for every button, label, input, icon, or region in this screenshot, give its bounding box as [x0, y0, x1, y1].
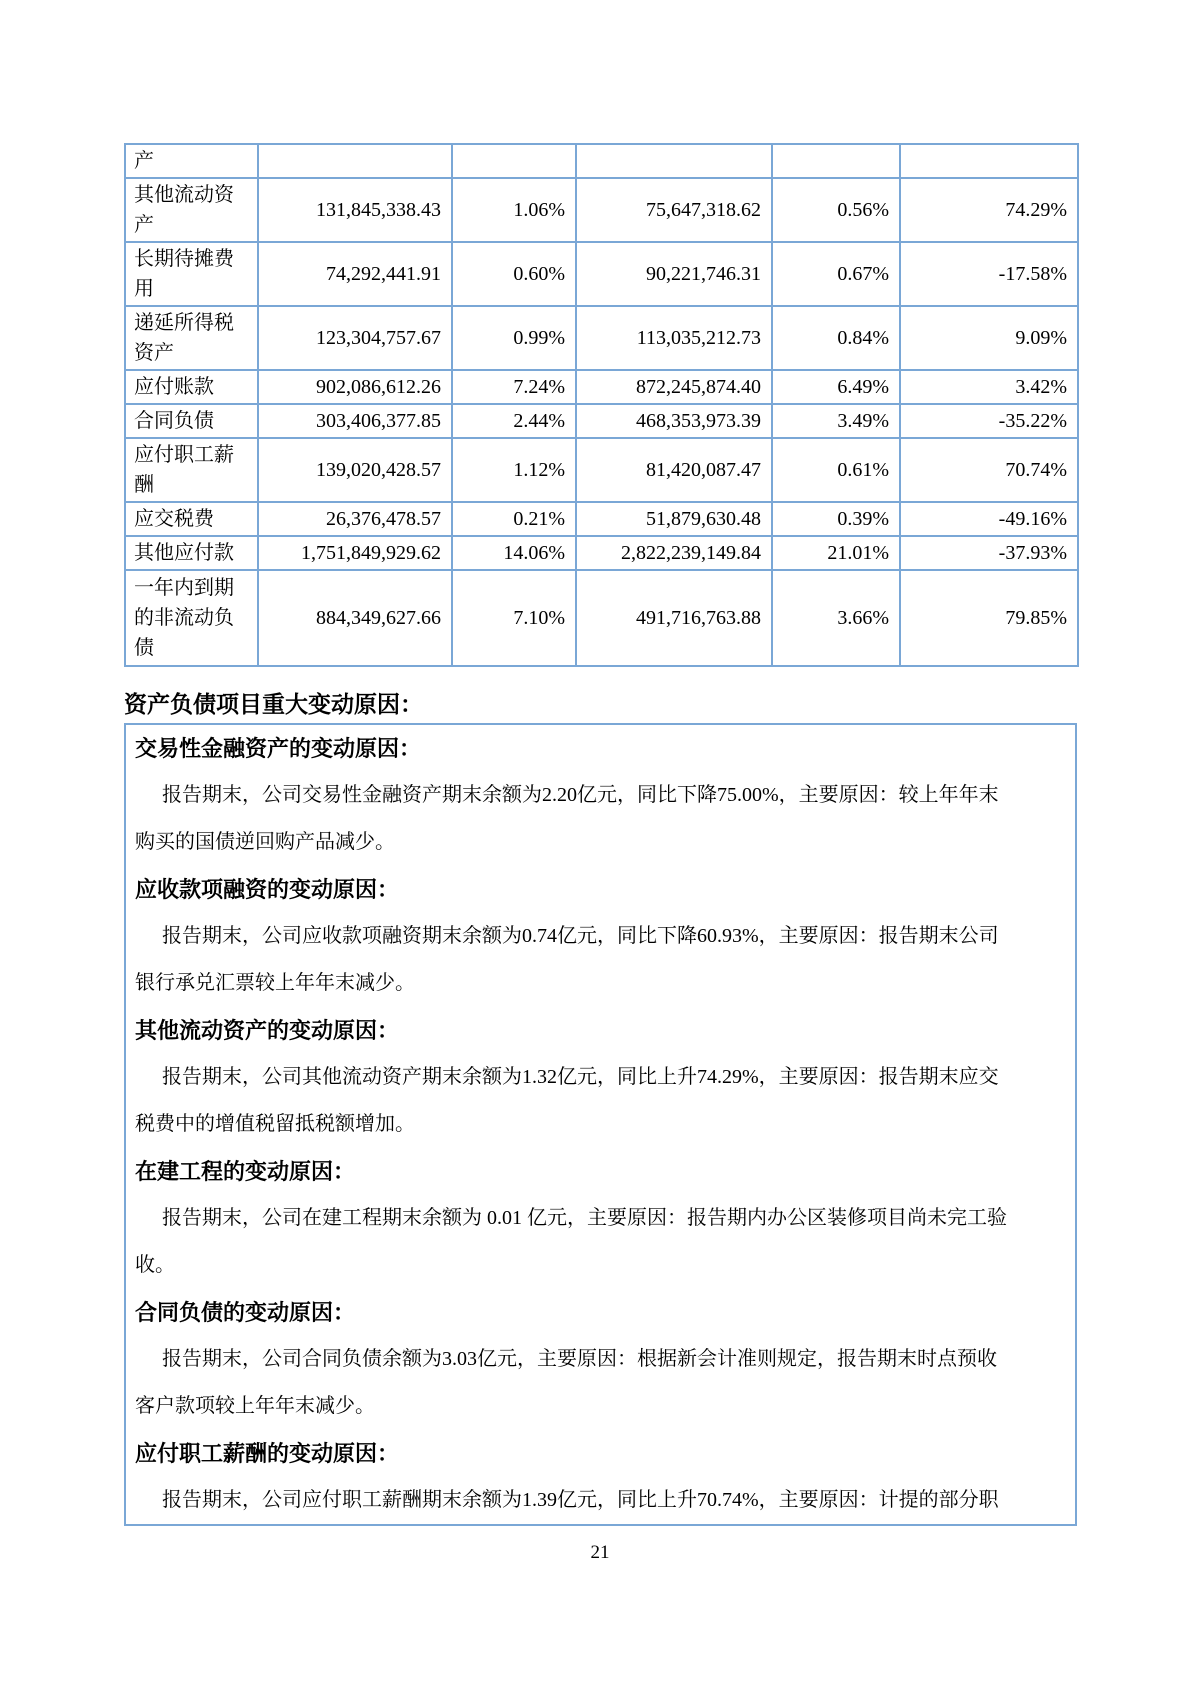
amount-prior-cell: 2,822,239,149.84 — [576, 536, 772, 570]
reason-text-line: 收。 — [135, 1254, 175, 1276]
reason-text-line: 报告期末，公司其他流动资产期末余额为1.32亿元，同比上升74.29%，主要原因：报告期末应交 — [162, 1066, 999, 1088]
pct-prior-cell: 0.61% — [772, 438, 900, 502]
amount-current-cell: 902,086,612.26 — [258, 370, 452, 404]
item-name-cell: 长期待摊费 用 — [125, 242, 258, 306]
table-row — [125, 502, 1078, 536]
item-name-cell: 应交税费 — [125, 502, 258, 536]
reason-text-line: 报告期末，公司交易性金融资产期末余额为2.20亿元，同比下降75.00%，主要原因：较上年年末 — [162, 784, 999, 806]
change-pct-cell: 70.74% — [900, 438, 1078, 502]
table-row — [125, 536, 1078, 570]
change-pct-cell: 74.29% — [900, 178, 1078, 242]
pct-prior-cell: 0.67% — [772, 242, 900, 306]
pct-prior-cell — [772, 144, 900, 178]
pct-current-cell: 14.06% — [452, 536, 576, 570]
reasons-box — [124, 723, 1077, 1526]
amount-prior-cell: 491,716,763.88 — [576, 570, 772, 666]
item-name-cell: 其他流动资 产 — [125, 178, 258, 242]
amount-current-cell: 74,292,441.91 — [258, 242, 452, 306]
reason-text-line: 报告期末，公司应付职工薪酬期末余额为1.39亿元，同比上升70.74%，主要原因：计提的部分职 — [162, 1489, 999, 1511]
amount-current-cell: 26,376,478.57 — [258, 502, 452, 536]
pct-prior-cell: 21.01% — [772, 536, 900, 570]
reason-text-line: 报告期末，公司在建工程期末余额为 0.01 亿元，主要原因：报告期内办公区装修项目尚未完工验 — [162, 1207, 1007, 1229]
amount-current-cell: 123,304,757.67 — [258, 306, 452, 370]
table-row — [125, 370, 1078, 404]
item-name-cell: 一年内到期 的非流动负 债 — [125, 570, 258, 666]
pct-current-cell: 0.21% — [452, 502, 576, 536]
pct-current-cell: 0.99% — [452, 306, 576, 370]
amount-prior-cell — [576, 144, 772, 178]
change-pct-cell: -35.22% — [900, 404, 1078, 438]
amount-prior-cell: 872,245,874.40 — [576, 370, 772, 404]
item-name-cell: 递延所得税 资产 — [125, 306, 258, 370]
page-number: 21 — [590, 1542, 610, 1563]
reason-title: 交易性金融资产的变动原因： — [135, 736, 422, 761]
pct-current-cell: 1.12% — [452, 438, 576, 502]
pct-current-cell — [452, 144, 576, 178]
amount-prior-cell: 90,221,746.31 — [576, 242, 772, 306]
table-row — [125, 144, 1078, 178]
amount-current-cell: 1,751,849,929.62 — [258, 536, 452, 570]
amount-current-cell: 303,406,377.85 — [258, 404, 452, 438]
pct-prior-cell: 0.39% — [772, 502, 900, 536]
reason-text-line: 税费中的增值税留抵税额增加。 — [135, 1113, 415, 1135]
reason-title: 合同负债的变动原因： — [135, 1300, 356, 1325]
amount-prior-cell: 81,420,087.47 — [576, 438, 772, 502]
amount-prior-cell: 468,353,973.39 — [576, 404, 772, 438]
table-body — [125, 144, 1078, 666]
pct-current-cell: 0.60% — [452, 242, 576, 306]
change-pct-cell: -17.58% — [900, 242, 1078, 306]
amount-current-cell — [258, 144, 452, 178]
reason-title: 应付职工薪酬的变动原因： — [135, 1441, 400, 1466]
table-row — [125, 242, 1078, 306]
reason-title: 应收款项融资的变动原因： — [135, 877, 400, 902]
table-row — [125, 570, 1078, 666]
change-pct-cell: 9.09% — [900, 306, 1078, 370]
pct-prior-cell: 3.66% — [772, 570, 900, 666]
pct-prior-cell: 6.49% — [772, 370, 900, 404]
change-pct-cell: -49.16% — [900, 502, 1078, 536]
change-pct-cell: -37.93% — [900, 536, 1078, 570]
amount-current-cell: 139,020,428.57 — [258, 438, 452, 502]
change-pct-cell: 3.42% — [900, 370, 1078, 404]
reason-text-line: 客户款项较上年年末减少。 — [135, 1395, 375, 1417]
pct-prior-cell: 3.49% — [772, 404, 900, 438]
reason-text-line: 银行承兑汇票较上年年末减少。 — [135, 972, 415, 994]
amount-prior-cell: 113,035,212.73 — [576, 306, 772, 370]
change-pct-cell — [900, 144, 1078, 178]
table-row — [125, 404, 1078, 438]
balance-sheet-items-table — [124, 143, 1079, 667]
amount-current-cell: 131,845,338.43 — [258, 178, 452, 242]
reason-text-line: 购买的国债逆回购产品减少。 — [135, 831, 395, 853]
item-name-cell: 合同负债 — [125, 404, 258, 438]
table-row — [125, 178, 1078, 242]
table-row — [125, 438, 1078, 502]
item-name-cell: 产 — [125, 144, 258, 178]
section-heading: 资产负债项目重大变动原因： — [124, 692, 423, 717]
reason-text-line: 报告期末，公司应收款项融资期末余额为0.74亿元，同比下降60.93%，主要原因：报告期末公司 — [162, 925, 999, 947]
amount-prior-cell: 51,879,630.48 — [576, 502, 772, 536]
pct-current-cell: 7.24% — [452, 370, 576, 404]
pct-prior-cell: 0.84% — [772, 306, 900, 370]
item-name-cell: 应付账款 — [125, 370, 258, 404]
reason-text-line: 报告期末，公司合同负债余额为3.03亿元，主要原因：根据新会计准则规定，报告期末时点预收 — [162, 1348, 997, 1370]
item-name-cell: 应付职工薪 酬 — [125, 438, 258, 502]
pct-current-cell: 2.44% — [452, 404, 576, 438]
change-pct-cell: 79.85% — [900, 570, 1078, 666]
table-row — [125, 306, 1078, 370]
pct-current-cell: 7.10% — [452, 570, 576, 666]
amount-current-cell: 884,349,627.66 — [258, 570, 452, 666]
item-name-cell: 其他应付款 — [125, 536, 258, 570]
reason-title: 在建工程的变动原因： — [135, 1159, 356, 1184]
amount-prior-cell: 75,647,318.62 — [576, 178, 772, 242]
pct-current-cell: 1.06% — [452, 178, 576, 242]
reason-title: 其他流动资产的变动原因： — [135, 1018, 400, 1043]
pct-prior-cell: 0.56% — [772, 178, 900, 242]
